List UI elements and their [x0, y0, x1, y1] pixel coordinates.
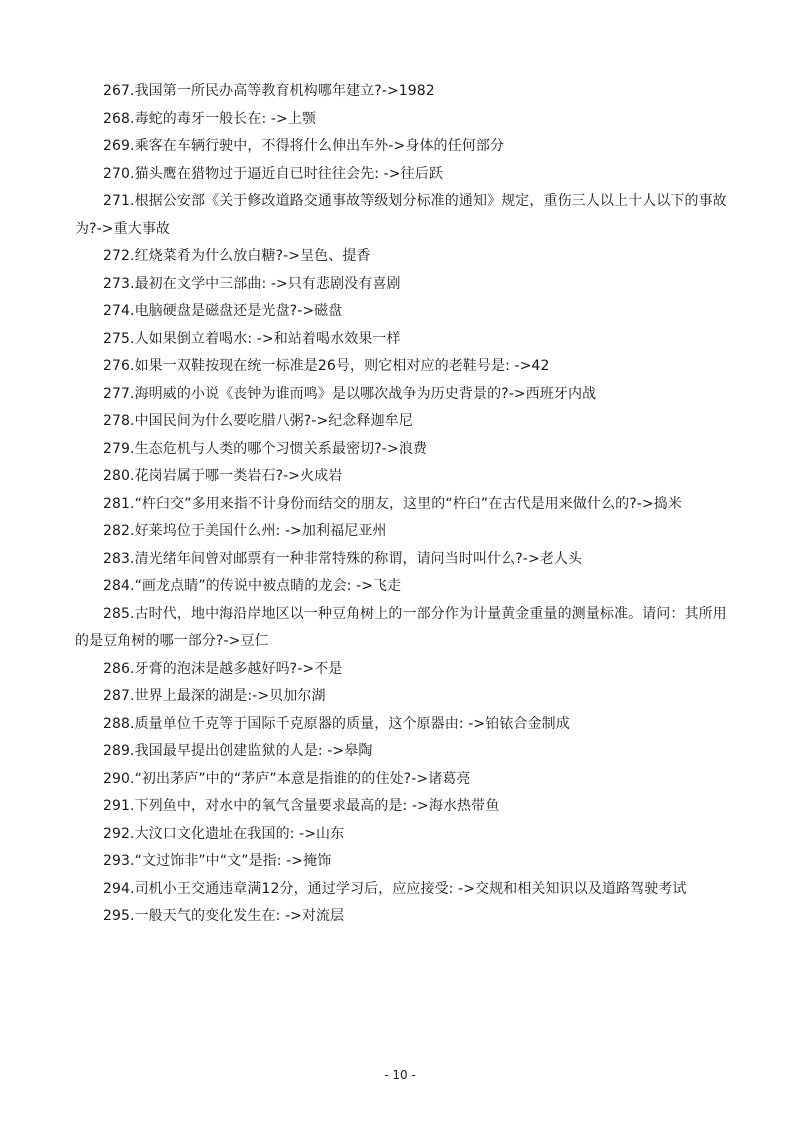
- qa-item-292: 292.大汶口文化遗址在我国的: ->山东: [103, 825, 345, 842]
- qa-item-275: 275.人如果倒立着喝水: ->和站着喝水效果一样: [103, 330, 401, 347]
- qa-item-282: 282.好莱坞位于美国什么州: ->加利福尼亚州: [103, 523, 387, 539]
- qa-item-269: 269.乘客在车辆行驶中，不得将什么伸出车外->身体的任何部分: [103, 138, 505, 154]
- qa-item-285: 285.古时代，地中海沿岸地区以一种豆角树上的一部分作为计量黄金重量的测量标准。请问：其所用的是豆角树的哪一部分?->豆仁: [75, 605, 727, 649]
- qa-item-280: 280.花岗岩属于哪一类岩石?->火成岩: [103, 468, 343, 484]
- qa-item-279: 279.生态危机与人类的哪个习惯关系最密切?->浪费: [103, 440, 427, 457]
- qa-item-276: 276.如果一双鞋按现在统一标准是26号，则它相对应的老鞋号是: ->42: [103, 358, 550, 374]
- qa-item-267: 267.我国第一所民办高等教育机构哪年建立?->1982: [103, 83, 435, 99]
- qa-item-270: 270.猫头鹰在猎物过于逼近自已时往往会先: ->往后跃: [103, 165, 443, 182]
- qa-item-286: 286.牙膏的泡沫是越多越好吗?->不是: [103, 660, 343, 677]
- qa-item-287: 287.世界上最深的湖是:->贝加尔湖: [103, 688, 326, 704]
- qa-item-288: 288.质量单位千克等于国际千克原器的质量，这个原器由: ->铂铱合金制成: [103, 715, 570, 732]
- qa-item-277: 277.海明威的小说《丧钟为谁而鸣》是以哪次战争为历史背景的?->西班牙内战: [103, 385, 597, 402]
- qa-item-294: 294.司机小王交通违章满12分，通过学习后，应应接受: ->交规和相关知识以及道路驾驶考试: [103, 880, 687, 897]
- qa-item-289: 289.我国最早提出创建监狱的人是: ->皋陶: [103, 743, 373, 759]
- qa-item-284: 284.“画龙点睛”的传说中被点睛的龙会: ->飞走: [103, 578, 402, 594]
- qa-item-273: 273.最初在文学中三部曲: ->只有悲剧没有喜剧: [103, 275, 401, 292]
- qa-list: [75, 78, 735, 931]
- qa-item-291: 291.下列鱼中，对水中的氧气含量要求最高的是: ->海水热带鱼: [103, 798, 500, 814]
- qa-item-281: 281.“杵臼交”多用来指不计身份而结交的朋友，这里的“杵臼”在古代是用来做什么的?->捣米: [103, 495, 682, 512]
- qa-item-290: 290.“初出茅庐”中的“茅庐”本意是指谁的的住处?->诸葛亮: [103, 770, 471, 787]
- page-number: - 10 -: [384, 1068, 416, 1082]
- qa-item-268: 268.毒蛇的毒牙一般长在: ->上颚: [103, 110, 317, 127]
- qa-item-283: 283.清光绪年间曾对邮票有一种非常特殊的称谓，请问当时叫什么?->老人头: [103, 550, 583, 567]
- qa-item-271: 271.根据公安部《关于修改道路交通事故等级划分标准的通知》规定，重伤三人以上十人以下的事故为?->重大事故: [75, 193, 727, 237]
- qa-item-295: 295.一般天气的变化发生在: ->对流层: [103, 908, 345, 924]
- qa-item-278: 278.中国民间为什么要吃腊八粥?->纪念释迦牟尼: [103, 413, 413, 429]
- qa-item-274: 274.电脑硬盘是磁盘还是光盘?->磁盘: [103, 303, 343, 319]
- qa-item-293: 293.“文过饰非”中“文”是指: ->掩饰: [103, 853, 332, 869]
- qa-item-272: 272.红烧菜肴为什么放白糖?->呈色、提香: [103, 248, 371, 264]
